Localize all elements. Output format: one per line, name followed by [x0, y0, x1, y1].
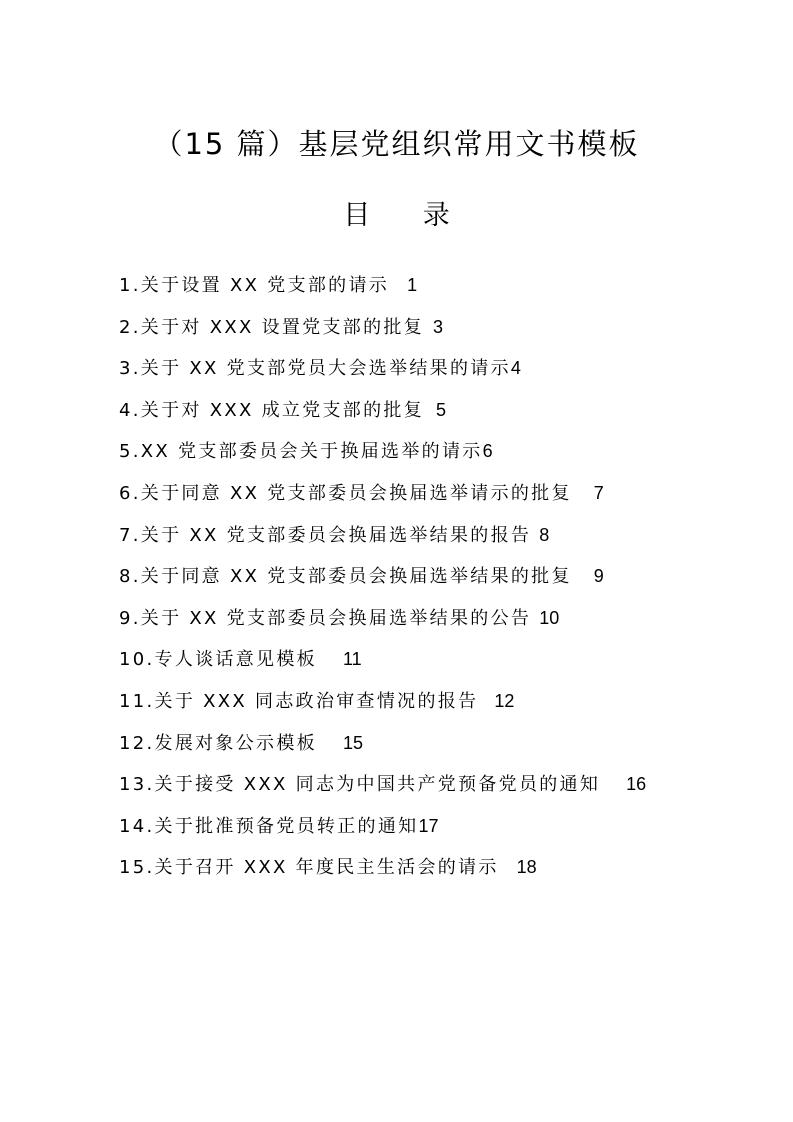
toc-item-9[interactable] — [119, 603, 739, 645]
toc-item-11[interactable] — [119, 686, 739, 728]
toc-item-text: 15.关于召开 XXX 年度民主生活会的请示 — [119, 857, 499, 879]
toc-item-text: 11.关于 XXX 同志政治审查情况的报告 — [119, 690, 479, 712]
toc-item-5[interactable] — [119, 436, 739, 478]
toc-page-number: 17 — [418, 815, 439, 836]
toc-item-15[interactable] — [119, 852, 739, 894]
toc-page-number: 5 — [436, 399, 447, 420]
toc-page-number: 8 — [539, 524, 550, 545]
toc-item-7[interactable] — [119, 520, 739, 562]
toc-item-6[interactable] — [119, 478, 739, 520]
toc-page-number: 4 — [510, 358, 521, 379]
toc-page-number: 15 — [342, 732, 363, 753]
toc-page-number: 7 — [593, 482, 604, 503]
document-title: （15 篇）基层党组织常用文书模板 — [153, 127, 640, 161]
toc-item-4[interactable] — [119, 395, 739, 437]
toc-page-number: 1 — [407, 275, 418, 295]
toc-item-2[interactable] — [119, 312, 739, 354]
toc-item-text: 3.关于 XX 党支部党员大会选举结果的请示 — [119, 358, 511, 380]
toc-page-number: 3 — [433, 316, 444, 337]
toc-item-3[interactable] — [119, 353, 739, 395]
toc-item-text: 10.专人谈话意见模板 — [119, 649, 317, 671]
toc-item-text: 7.关于 XX 党支部委员会换届选举结果的报告 — [119, 524, 532, 546]
toc-page-number: 16 — [626, 774, 647, 795]
toc-item-text: 4.关于对 XXX 成立党支部的批复 — [119, 399, 425, 421]
table-of-contents — [119, 270, 739, 894]
toc-item-14[interactable] — [119, 811, 739, 853]
toc-item-text: 13.关于接受 XXX 同志为中国共产党预备党员的通知 — [119, 774, 601, 796]
toc-page-number: 18 — [516, 857, 537, 878]
toc-item-text: 1.关于设置 XX 党支部的请示 — [119, 275, 390, 296]
toc-item-12[interactable] — [119, 728, 739, 770]
toc-item-text: 9.关于 XX 党支部委员会换届选举结果的公告 — [119, 607, 532, 629]
toc-page-number: 10 — [539, 607, 560, 628]
toc-item-13[interactable] — [119, 769, 739, 811]
toc-page-number: 9 — [593, 566, 604, 587]
toc-item-text: 2.关于对 XXX 设置党支部的批复 — [119, 316, 425, 338]
toc-page-number: 12 — [494, 690, 515, 711]
toc-page-number: 11 — [342, 649, 362, 670]
toc-item-text: 8.关于同意 XX 党支部委员会换届选举结果的批复 — [119, 566, 572, 588]
toc-item-text: 14.关于批准预备党员转正的通知 — [119, 815, 419, 837]
toc-item-text: 5.XX 党支部委员会关于换届选举的请示 — [119, 441, 483, 463]
toc-heading: 目 录 — [343, 200, 472, 231]
toc-item-text: 12.发展对象公示模板 — [119, 732, 317, 754]
toc-item-8[interactable] — [119, 561, 739, 603]
toc-item-1[interactable] — [119, 270, 739, 312]
toc-page-number: 6 — [482, 441, 493, 462]
toc-item-text: 6.关于同意 XX 党支部委员会换届选举请示的批复 — [119, 482, 572, 504]
toc-item-10[interactable] — [119, 644, 739, 686]
